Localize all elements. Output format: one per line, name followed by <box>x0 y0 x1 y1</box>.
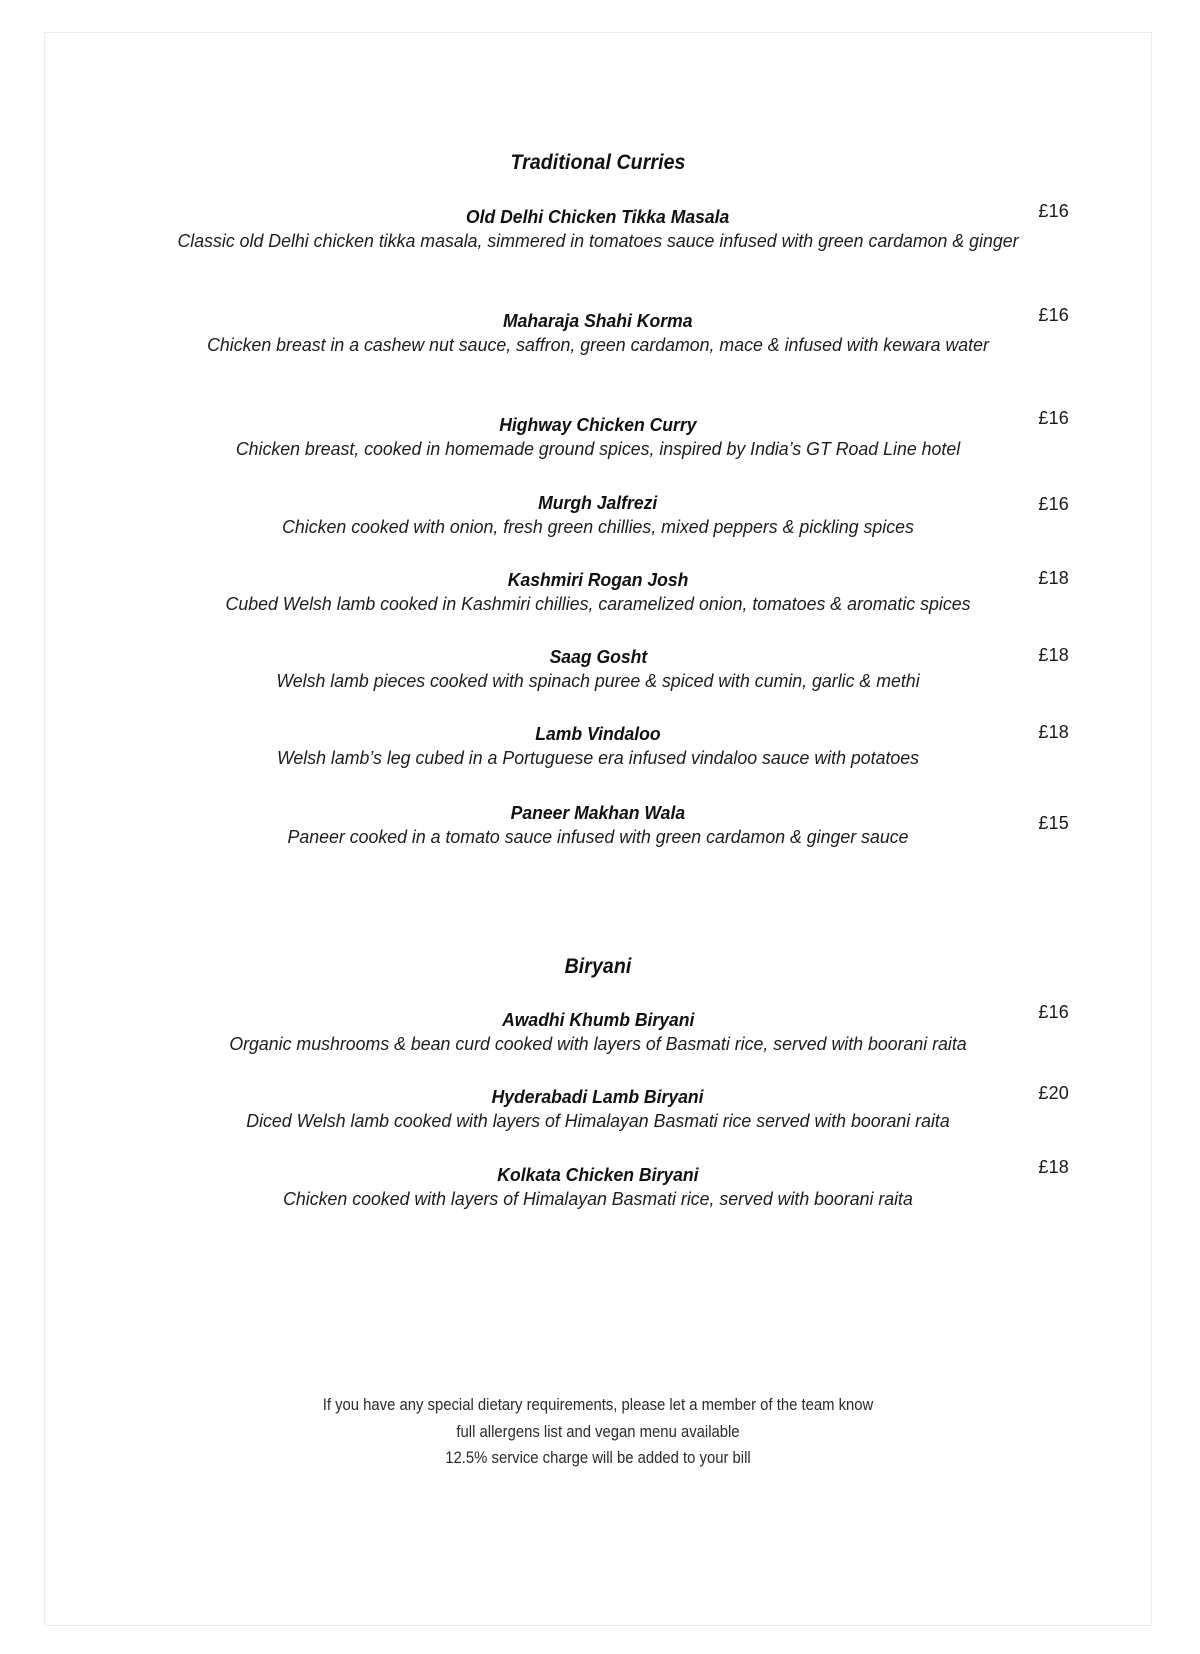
menu-item <box>45 1083 1151 1135</box>
menu-item-name: Saag Gosht <box>549 646 647 667</box>
menu-item-header <box>45 305 1151 332</box>
menu-item-header <box>45 201 1151 228</box>
menu-item-price: £16 <box>1038 1002 1069 1022</box>
menu-item <box>45 723 1151 772</box>
menu-item <box>45 1002 1151 1058</box>
footer-note <box>100 1392 1095 1472</box>
menu-item-header <box>45 802 1151 833</box>
menu-item-header <box>45 492 1151 514</box>
menu-item-name: Old Delhi Chicken Tikka Masala <box>466 206 730 227</box>
menu-item-name: Hyderabadi Lamb Biryani <box>492 1086 704 1107</box>
menu-item-description: Chicken cooked with onion, fresh green chillies, mixed peppers & pickling spices <box>282 516 914 537</box>
menu-item-description: Diced Welsh lamb cooked with layers of Himalayan Basmati rice served with boorani raita <box>246 1110 950 1131</box>
menu-item <box>45 492 1151 541</box>
menu-item-price: £18 <box>1038 568 1069 588</box>
menu-item-price: £16 <box>1038 201 1069 221</box>
menu-item-name: Paneer Makhan Wala <box>510 802 686 823</box>
menu-item-name: Awadhi Khumb Biryani <box>501 1009 695 1030</box>
menu-item <box>45 646 1151 695</box>
menu-item-price: £18 <box>1038 1157 1069 1177</box>
menu-item-header <box>45 1157 1151 1186</box>
menu-item-description: Chicken cooked with layers of Himalayan Basmati rice, served with boorani raita <box>283 1188 913 1209</box>
menu-page <box>44 32 1152 1626</box>
menu-item-description: Cubed Welsh lamb cooked in Kashmiri chillies, caramelized onion, tomatoes & aromatic spices <box>225 593 971 614</box>
footer-note-line-2: full allergens list and vegan menu available <box>456 1422 740 1441</box>
menu-item-name: Kashmiri Rogan Josh <box>507 569 689 590</box>
menu-item <box>45 1157 1151 1213</box>
menu-item-description: Chicken breast, cooked in homemade ground spices, inspired by India’s GT Road Line hotel <box>235 438 961 459</box>
menu-item-description: Welsh lamb’s leg cubed in a Portuguese era infused vindaloo sauce with potatoes <box>276 747 920 768</box>
menu-item <box>45 305 1151 359</box>
menu-item-price: £16 <box>1038 305 1069 325</box>
menu-item-header <box>45 646 1151 668</box>
menu-item-description: Paneer cooked in a tomato sauce infused with green cardamon & ginger sauce <box>287 826 909 847</box>
menu-item-description: Organic mushrooms & bean curd cooked with layers of Basmati rice, served with boorani raita <box>229 1033 967 1054</box>
menu-item-price: £18 <box>1038 722 1069 742</box>
footer-note-line-3: 12.5% service charge will be added to your bill <box>445 1449 751 1468</box>
menu-item-name: Murgh Jalfrezi <box>538 492 658 513</box>
menu-item <box>45 408 1151 463</box>
menu-item-name: Highway Chicken Curry <box>499 414 697 435</box>
menu-item-price: £15 <box>1038 813 1069 833</box>
menu-item-name: Lamb Vindaloo <box>535 723 661 744</box>
menu-item-description: Classic old Delhi chicken tikka masala, simmered in tomatoes sauce infused with green cardamon & ginger <box>177 230 1019 251</box>
menu-item-header <box>45 408 1151 436</box>
menu-item-header <box>45 1002 1151 1031</box>
menu-item-price: £16 <box>1038 408 1069 428</box>
menu-item-header <box>45 1083 1151 1108</box>
menu-item <box>45 569 1151 618</box>
menu-item-name: Maharaja Shahi Korma <box>503 310 693 331</box>
menu-item-name: Kolkata Chicken Biryani <box>497 1164 699 1185</box>
section-heading-biryani: Biryani <box>564 955 632 978</box>
section-heading-traditional-curries: Traditional Curries <box>510 151 686 174</box>
menu-item-description: Chicken breast in a cashew nut sauce, saffron, green cardamon, mace & infused with kewara water <box>207 334 989 355</box>
footer-note-line-1: If you have any special dietary requirements, please let a member of the team know <box>322 1396 874 1414</box>
menu-item-price: £18 <box>1038 645 1069 665</box>
menu-item <box>45 201 1151 255</box>
menu-item-price: £16 <box>1038 494 1069 514</box>
menu-item <box>45 802 1151 851</box>
menu-item-price: £20 <box>1038 1083 1069 1103</box>
menu-item-description: Welsh lamb pieces cooked with spinach puree & spiced with cumin, garlic & methi <box>276 670 920 691</box>
menu-item-header <box>45 723 1151 745</box>
menu-item-header <box>45 569 1151 591</box>
menu-content <box>45 33 1151 1625</box>
